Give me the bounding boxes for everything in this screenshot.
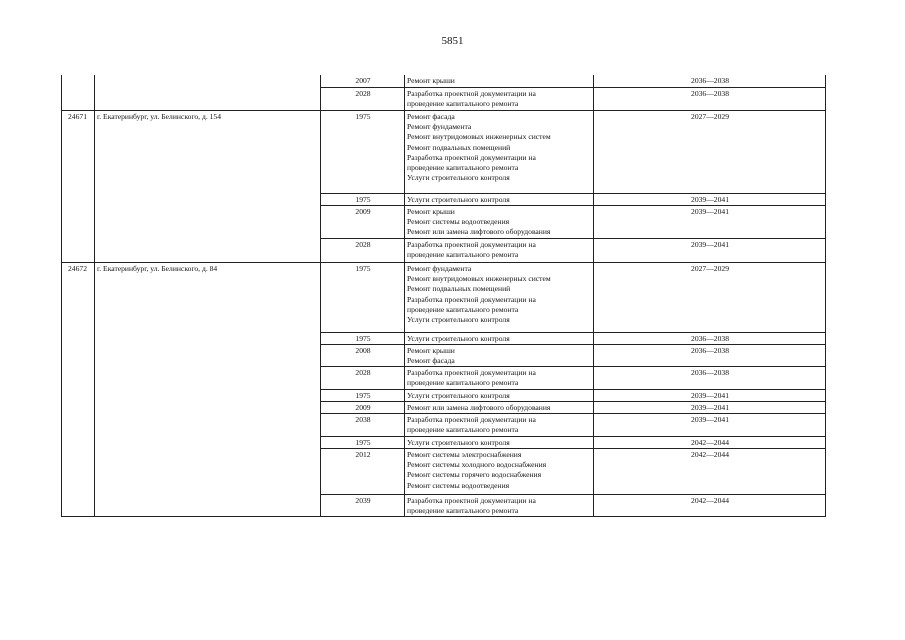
row-divider bbox=[320, 366, 826, 367]
year-cell: 2009 bbox=[355, 207, 371, 216]
work-item: Разработка проектной документации на bbox=[407, 415, 536, 424]
period-cell: 2042—2044 bbox=[691, 450, 729, 459]
work-item: Ремонт системы водоотведения bbox=[407, 480, 510, 490]
works-list bbox=[407, 207, 550, 238]
row-divider bbox=[320, 448, 826, 449]
row-divider bbox=[320, 205, 826, 206]
period-cell: 2027—2029 bbox=[691, 112, 729, 121]
works-list bbox=[407, 195, 510, 205]
works-list bbox=[407, 264, 551, 325]
building-address: г. Екатеринбург, ул. Белинского, д. 154 bbox=[97, 112, 222, 121]
column-divider bbox=[94, 75, 95, 517]
work-item: проведение капитального ремонта bbox=[407, 304, 519, 314]
year-cell: 2038 bbox=[355, 415, 371, 424]
work-item: Ремонт системы горячего водоснабжения bbox=[407, 470, 542, 480]
work-item: Ремонт подвальных помещений bbox=[407, 142, 511, 152]
year-cell: 2009 bbox=[355, 403, 371, 412]
row-divider bbox=[61, 262, 826, 263]
work-item: проведение капитального ремонта bbox=[407, 163, 519, 173]
row-divider bbox=[320, 494, 826, 495]
row-divider bbox=[320, 87, 826, 88]
period-cell: 2027—2029 bbox=[691, 264, 729, 273]
year-cell: 2012 bbox=[355, 450, 371, 459]
year-cell: 2007 bbox=[355, 76, 371, 85]
works-list bbox=[407, 89, 536, 109]
work-item: Ремонт фундамента bbox=[407, 264, 472, 273]
table-border-left bbox=[61, 75, 62, 517]
year-cell: 1975 bbox=[355, 334, 371, 343]
works-list bbox=[407, 438, 510, 448]
building-id: 24671 bbox=[68, 112, 87, 121]
page-number: 5851 bbox=[441, 35, 464, 47]
year-cell: 2028 bbox=[355, 89, 371, 98]
works-list bbox=[407, 112, 551, 183]
year-cell: 1975 bbox=[355, 391, 371, 400]
works-list bbox=[407, 403, 550, 413]
work-item: Разработка проектной документации на bbox=[407, 240, 536, 249]
work-item: Ремонт системы холодного водоснабжения bbox=[407, 460, 547, 470]
period-cell: 2036—2038 bbox=[691, 76, 729, 85]
works-list bbox=[407, 496, 536, 516]
works-list bbox=[407, 450, 546, 491]
work-item: Услуги строительного контроля bbox=[407, 391, 510, 400]
year-cell: 1975 bbox=[355, 195, 371, 204]
work-item: Ремонт крыши bbox=[407, 76, 455, 85]
period-cell: 2039—2041 bbox=[691, 415, 729, 424]
year-cell: 2008 bbox=[355, 346, 371, 355]
work-item: проведение капитального ремонта bbox=[407, 250, 519, 260]
year-cell: 1975 bbox=[355, 438, 371, 447]
work-item: Разработка проектной документации на bbox=[407, 89, 536, 98]
work-item: проведение капитального ремонта bbox=[407, 378, 519, 388]
period-cell: 2036—2038 bbox=[691, 89, 729, 98]
period-cell: 2042—2044 bbox=[691, 496, 729, 505]
work-item: Услуги строительного контроля bbox=[407, 173, 510, 183]
work-item: Услуги строительного контроля bbox=[407, 195, 510, 204]
work-item: Ремонт или замена лифтового оборудования bbox=[407, 403, 551, 412]
work-item: проведение капитального ремонта bbox=[407, 425, 519, 435]
work-item: проведение капитального ремонта bbox=[407, 99, 519, 109]
work-item: Услуги строительного контроля bbox=[407, 438, 510, 447]
period-cell: 2036—2038 bbox=[691, 368, 729, 377]
row-divider bbox=[320, 193, 826, 194]
year-cell: 2028 bbox=[355, 368, 371, 377]
row-divider bbox=[320, 238, 826, 239]
year-cell: 2028 bbox=[355, 240, 371, 249]
work-item: Разработка проектной документации на bbox=[407, 294, 536, 304]
year-cell: 2039 bbox=[355, 496, 371, 505]
row-divider bbox=[320, 401, 826, 402]
year-cell: 1975 bbox=[355, 264, 371, 273]
works-list bbox=[407, 391, 510, 401]
works-list bbox=[407, 415, 536, 435]
work-item: Ремонт внутридомовых инженерных систем bbox=[407, 132, 551, 142]
works-list bbox=[407, 240, 536, 260]
period-cell: 2039—2041 bbox=[691, 195, 729, 204]
column-divider bbox=[320, 75, 321, 517]
period-cell: 2039—2041 bbox=[691, 403, 729, 412]
works-list bbox=[407, 334, 510, 344]
building-id: 24672 bbox=[68, 264, 87, 273]
work-item: Разработка проектной документации на bbox=[407, 152, 536, 162]
row-divider bbox=[320, 413, 826, 414]
row-divider bbox=[320, 344, 826, 345]
work-item: Ремонт внутридомовых инженерных систем bbox=[407, 274, 551, 284]
column-divider bbox=[404, 75, 405, 517]
works-list bbox=[407, 76, 455, 86]
work-item: Ремонт крыши bbox=[407, 346, 455, 355]
row-divider bbox=[61, 110, 826, 111]
work-item: Разработка проектной документации на bbox=[407, 496, 536, 505]
period-cell: 2039—2041 bbox=[691, 207, 729, 216]
period-cell: 2039—2041 bbox=[691, 391, 729, 400]
period-cell: 2042—2044 bbox=[691, 438, 729, 447]
period-cell: 2036—2038 bbox=[691, 334, 729, 343]
work-item: Ремонт крыши bbox=[407, 207, 455, 216]
row-divider bbox=[320, 389, 826, 390]
work-item: Ремонт фундамента bbox=[407, 122, 472, 132]
work-item: Ремонт фасада bbox=[407, 112, 455, 121]
work-item: Ремонт системы водоотведения bbox=[407, 217, 510, 227]
building-address: г. Екатеринбург, ул. Белинского, д. 84 bbox=[97, 264, 218, 273]
work-item: проведение капитального ремонта bbox=[407, 506, 519, 516]
works-list bbox=[407, 368, 536, 388]
work-item: Ремонт или замена лифтового оборудования bbox=[407, 227, 551, 237]
work-item: Разработка проектной документации на bbox=[407, 368, 536, 377]
work-item: Услуги строительного контроля bbox=[407, 315, 510, 325]
work-item: Ремонт подвальных помещений bbox=[407, 284, 511, 294]
work-item: Услуги строительного контроля bbox=[407, 334, 510, 343]
period-cell: 2039—2041 bbox=[691, 240, 729, 249]
row-divider bbox=[320, 332, 826, 333]
works-list bbox=[407, 346, 455, 366]
period-cell: 2036—2038 bbox=[691, 346, 729, 355]
repair-schedule-table bbox=[61, 75, 826, 517]
work-item: Ремонт фасада bbox=[407, 356, 455, 366]
row-divider bbox=[320, 436, 826, 437]
work-item: Ремонт системы электроснабжения bbox=[407, 450, 522, 459]
year-cell: 1975 bbox=[355, 112, 371, 121]
